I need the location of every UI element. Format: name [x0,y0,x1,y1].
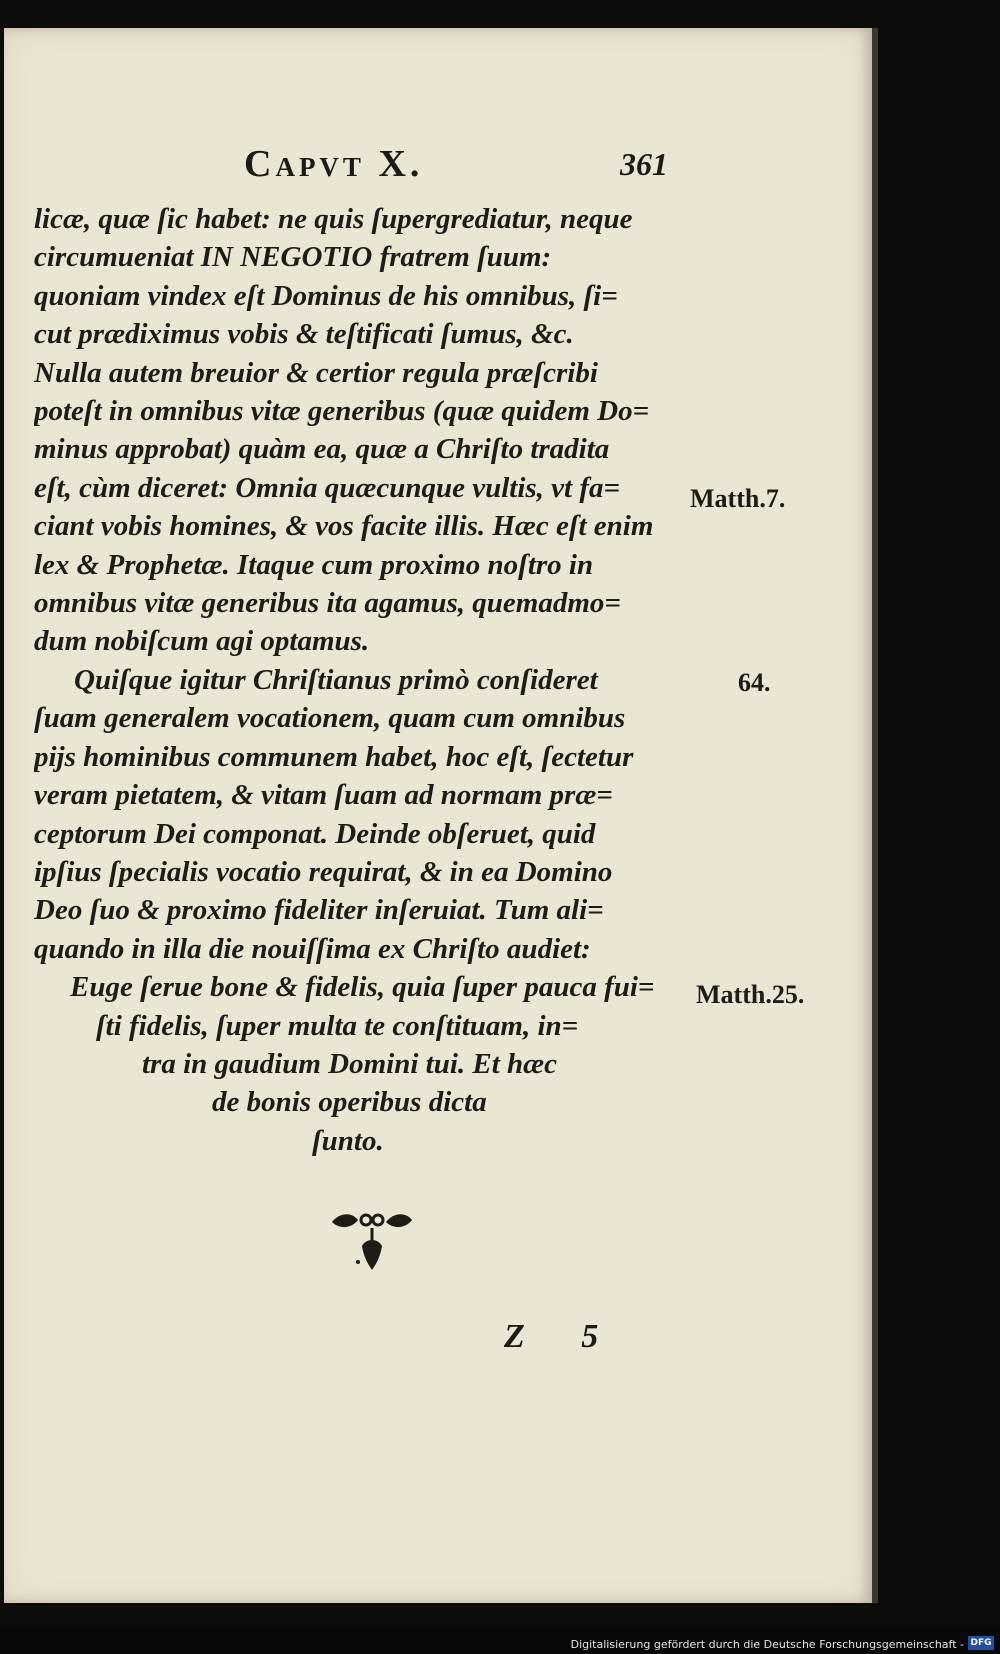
running-head: Capvt X. [244,143,424,185]
text-line: ciant vobis homines, & vos facite illis. Hæc eſt enim [34,510,654,543]
dfg-logo: DFG [968,1636,994,1650]
margin-note-matth-7: Matth.7. [690,484,786,513]
page-edge [872,28,878,1603]
page-header [4,128,872,188]
text-line: omnibus vitæ generibus ita agamus, quemadmo= [34,587,621,620]
text-line: ſti fidelis, ſuper multa te conſtituam, in= [96,1009,579,1042]
margin-note-matth-25: Matth.25. [696,980,805,1009]
text-line: cut prædiximus vobis & teſtificati ſumus, &c. [34,318,574,351]
text-line: quando in illa die nouiſſima ex Chriſto audiet: [34,932,591,965]
text-line: de bonis operibus dicta [212,1086,487,1119]
text-line: circumueniat IN NEGOTIO fratrem ſuum: [34,241,552,274]
text-line: dum nobiſcum agi optamus. [34,625,370,658]
body-text [34,200,684,1160]
text-line: eſt, cùm diceret: Omnia quæcunque vultis, vt fa= [34,471,621,504]
signature-mark: Z 5 [504,1318,623,1355]
text-line: tra in gaudium Domini tui. Et hæc [142,1047,557,1080]
text-line: Euge ſerue bone & fidelis, quia ſuper pauca fui= [70,971,655,1004]
funding-credit: Digitalisierung gefördert durch die Deutsche Forschungsgemeinschaft - [570,1638,964,1651]
text-line: licæ, quæ ſic habet: ne quis ſupergrediatur, neque [34,203,633,235]
text-line: ſunto. [312,1124,384,1157]
text-line: lex & Prophetæ. Itaque cum proximo noſtro in [34,548,594,581]
text-line: quoniam vindex eſt Dominus de his omnibus, ſi= [34,279,618,312]
text-line: ipſius ſpecialis vocatio requirat, & in ea Domino [34,855,613,888]
text-line: pijs hominibus communem habet, hoc eſt, ſectetur [34,740,634,773]
page-number: 361 [620,146,668,182]
text-line: Deo ſuo & proximo fideliter inſeruiat. Tum ali= [34,894,604,927]
text-line: poteſt in omnibus vitæ generibus (quæ quidem Do= [34,395,650,428]
text-line: Quiſque igitur Chriſtianus primò conſideret [74,663,598,696]
text-line: ſuam generalem vocationem, quam cum omnibus [34,702,626,735]
margin-note-section-64: 64. [738,668,771,697]
text-line: Nulla autem breuior & certior regula præſcribi [34,356,598,389]
text-line: ceptorum Dei componat. Deinde obſeruet, quid [34,817,596,850]
text-line: veram pietatem, & vitam ſuam ad normam præ= [34,779,613,812]
fleuron-ornament-icon [322,1208,422,1288]
text-line: minus approbat) quàm ea, quæ a Chriſto tradita [34,433,610,466]
book-page [4,28,872,1603]
